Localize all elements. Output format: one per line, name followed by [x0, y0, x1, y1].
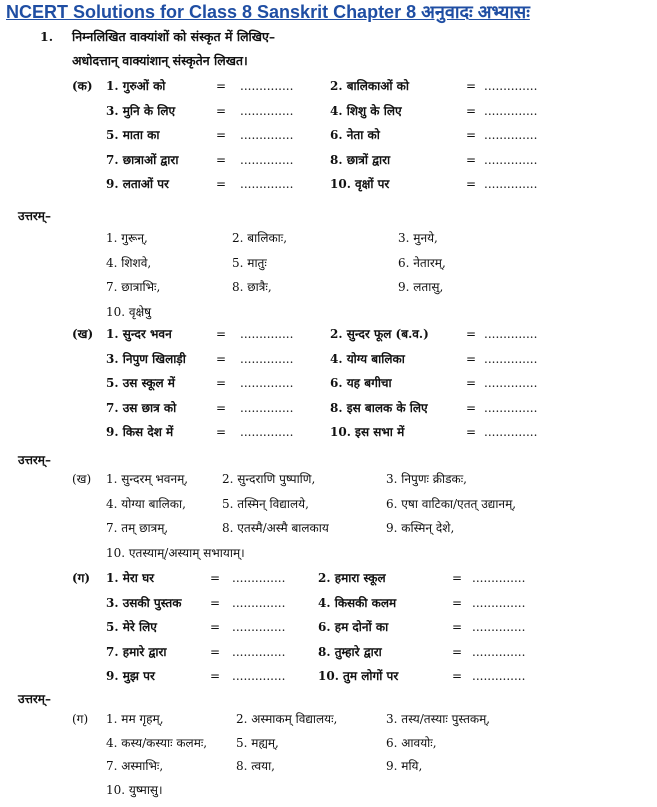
equals-sign: = — [452, 669, 463, 683]
section-kh-answer: 9. कस्मिन् देशे, — [386, 521, 455, 535]
equals-sign: = — [466, 177, 477, 191]
section-k-answer: 3. मुनये, — [398, 231, 438, 245]
section-k-item-right: 4. शिशु के लिए — [330, 103, 402, 118]
section-k-item-left: 9. लताओं पर — [106, 177, 169, 191]
blank-line: .............. — [484, 79, 538, 93]
section-g-item-left: 9. मुझ पर — [106, 669, 155, 683]
section-g-answer: 6. आवयोः, — [386, 735, 437, 750]
section-g-item-right: 2. हमारा स्कूल — [318, 571, 386, 585]
equals-sign: = — [216, 152, 227, 167]
equals-sign: = — [466, 327, 477, 341]
equals-sign: = — [216, 425, 227, 439]
blank-line: .............. — [240, 103, 294, 118]
blank-line: .............. — [484, 425, 538, 439]
section-k-item-left: 1. गुरुओं को — [106, 79, 166, 93]
section-kh-item-left: 5. उस स्कूल में — [106, 376, 175, 390]
equals-sign: = — [466, 103, 477, 118]
blank-line: .............. — [484, 400, 538, 415]
section-g-answer-label: (ग) — [72, 712, 89, 726]
section-g-label: (ग) — [72, 571, 91, 585]
equals-sign: = — [452, 644, 463, 659]
section-g-item-left: 7. हमारे द्वारा — [106, 644, 167, 659]
equals-sign: = — [216, 177, 227, 191]
equals-sign: = — [466, 376, 477, 390]
equals-sign: = — [466, 152, 477, 167]
blank-line: .............. — [472, 620, 526, 634]
blank-line: .............. — [484, 103, 538, 118]
blank-line: .............. — [472, 595, 526, 610]
section-kh-label: (ख) — [72, 327, 94, 341]
section-k-answer: 5. मातुः — [232, 255, 267, 270]
section-g-answer: 10. युष्मासु। — [106, 782, 163, 797]
blank-line: .............. — [240, 376, 294, 390]
answer-heading: उत्तरम्– — [18, 453, 51, 467]
section-g-answer: 4. कस्य/कस्याः कलमः, — [106, 735, 208, 750]
section-kh-answer: 6. एषा वाटिका/एतत् उद्यानम्, — [386, 496, 517, 511]
section-k-answer: 6. नेतारम्, — [398, 255, 446, 270]
section-kh-item-left: 9. किस देश में — [106, 425, 174, 439]
section-g-item-right: 4. किसकी कलम — [318, 595, 397, 610]
section-k-item-right: 8. छात्रों द्वारा — [330, 152, 391, 167]
section-g-answer: 1. मम गृहम्, — [106, 712, 164, 726]
equals-sign: = — [216, 79, 227, 93]
section-kh-answer: 3. निपुणः क्रीडकः, — [386, 472, 467, 486]
section-k-answer: 1. गुरून्, — [106, 231, 148, 245]
blank-line: .............. — [240, 152, 294, 167]
blank-line: .............. — [472, 644, 526, 659]
blank-line: .............. — [232, 571, 286, 585]
blank-line: .............. — [484, 152, 538, 167]
equals-sign: = — [210, 669, 221, 683]
section-k-answer: 8. छात्रैः, — [232, 280, 272, 294]
equals-sign: = — [216, 128, 227, 142]
section-g-item-left: 1. मेरा घर — [106, 571, 155, 585]
section-g-item-right: 6. हम दोनों का — [318, 620, 389, 634]
question-instruction: निम्नलिखित वाक्यांशों को संस्कृत में लिखिए– — [72, 29, 276, 44]
equals-sign: = — [210, 644, 221, 659]
section-k-answer: 7. छात्राभिः, — [106, 280, 161, 294]
section-kh-item-right: 8. इस बालक के लिए — [330, 400, 428, 415]
equals-sign: = — [466, 128, 477, 142]
section-k-item-left: 3. मुनि के लिए — [106, 103, 176, 118]
section-k-answer: 2. बालिकाः, — [232, 231, 288, 245]
blank-line: .............. — [484, 376, 538, 390]
section-g-item-right: 8. तुम्हारे द्वारा — [318, 644, 382, 659]
section-kh-answer: 5. तस्मिन् विद्यालये, — [222, 496, 309, 511]
equals-sign: = — [466, 400, 477, 415]
blank-line: .............. — [484, 327, 538, 341]
section-g-answer: 3. तस्य/तस्याः पुस्तकम्, — [386, 712, 491, 726]
section-g-item-left: 5. मेरे लिए — [106, 620, 157, 634]
section-kh-item-left: 3. निपुण खिलाड़ी — [106, 351, 186, 366]
blank-line: .............. — [240, 400, 294, 415]
equals-sign: = — [452, 595, 463, 610]
section-k-item-right: 2. बालिकाओं को — [330, 79, 409, 93]
blank-line: .............. — [484, 128, 538, 142]
blank-line: .............. — [240, 177, 294, 191]
section-g-item-right: 10. तुम लोगों पर — [318, 669, 399, 683]
section-g-answer: 2. अस्माकम् विद्यालयः, — [236, 712, 338, 726]
blank-line: .............. — [232, 595, 286, 610]
blank-line: .............. — [472, 669, 526, 683]
section-kh-item-left: 7. उस छात्र को — [106, 400, 177, 415]
equals-sign: = — [466, 425, 477, 439]
equals-sign: = — [216, 376, 227, 390]
equals-sign: = — [210, 571, 221, 585]
section-kh-answer: 8. एतस्मै/अस्मै बालकाय — [222, 521, 329, 535]
blank-line: .............. — [240, 425, 294, 439]
section-g-answer: 5. मह्यम्, — [236, 735, 279, 750]
question-number: 1. — [40, 29, 54, 44]
page-title: NCERT Solutions for Class 8 Sanskrit Chapter 8 अनुवादः अभ्यासः — [6, 2, 530, 22]
equals-sign: = — [216, 327, 227, 341]
section-k-item-right: 10. वृक्षों पर — [330, 177, 390, 191]
blank-line: .............. — [232, 620, 286, 634]
section-g-answer: 7. अस्माभिः, — [106, 759, 164, 773]
equals-sign: = — [466, 351, 477, 366]
answer-heading: उत्तरम्– — [18, 692, 51, 706]
equals-sign: = — [452, 571, 463, 585]
section-k-answer: 4. शिशवे, — [106, 255, 152, 270]
section-k-item-right: 6. नेता को — [330, 128, 380, 142]
section-kh-item-right: 10. इस सभा में — [330, 425, 405, 439]
section-kh-answer: 1. सुन्दरम् भवनम्, — [106, 472, 189, 486]
section-k-answer: 10. वृक्षेषु — [106, 304, 152, 319]
equals-sign: = — [210, 620, 221, 634]
question-instruction-sanskrit: अधोदत्तान् वाक्यांशान् संस्कृतेन लिखत। — [72, 53, 248, 68]
equals-sign: = — [466, 79, 477, 93]
section-kh-item-right: 2. सुन्दर फूल (ब.व.) — [330, 327, 429, 341]
section-k-item-left: 5. माता का — [106, 128, 160, 142]
section-k-item-left: 7. छात्राओं द्वारा — [106, 152, 179, 167]
section-g-item-left: 3. उसकी पुस्तक — [106, 595, 182, 610]
section-g-answer: 8. त्वया, — [236, 759, 275, 773]
section-k-answer: 9. लतासु, — [398, 280, 444, 294]
blank-line: .............. — [472, 571, 526, 585]
section-k-label: (क) — [72, 79, 93, 93]
section-kh-item-left: 1. सुन्दर भवन — [106, 327, 172, 341]
section-g-answer: 9. मयि, — [386, 759, 423, 773]
equals-sign: = — [210, 595, 221, 610]
blank-line: .............. — [232, 644, 286, 659]
blank-line: .............. — [240, 79, 294, 93]
equals-sign: = — [452, 620, 463, 634]
blank-line: .............. — [240, 351, 294, 366]
section-kh-answer: 7. तम् छात्रम्, — [106, 521, 169, 535]
section-kh-answer-label: (ख) — [72, 472, 92, 486]
equals-sign: = — [216, 400, 227, 415]
blank-line: .............. — [232, 669, 286, 683]
section-kh-item-right: 4. योग्य बालिका — [330, 351, 405, 366]
section-kh-answer: 2. सुन्दराणि पुष्पाणि, — [222, 472, 316, 486]
blank-line: .............. — [240, 327, 294, 341]
answer-heading: उत्तरम्– — [18, 209, 51, 223]
blank-line: .............. — [484, 177, 538, 191]
section-kh-answer: 4. योग्या बालिका, — [106, 496, 186, 511]
equals-sign: = — [216, 103, 227, 118]
section-kh-item-right: 6. यह बगीचा — [330, 376, 392, 390]
blank-line: .............. — [240, 128, 294, 142]
section-kh-answer: 10. एतस्याम्/अस्याम् सभायाम्। — [106, 545, 245, 560]
blank-line: .............. — [484, 351, 538, 366]
equals-sign: = — [216, 351, 227, 366]
